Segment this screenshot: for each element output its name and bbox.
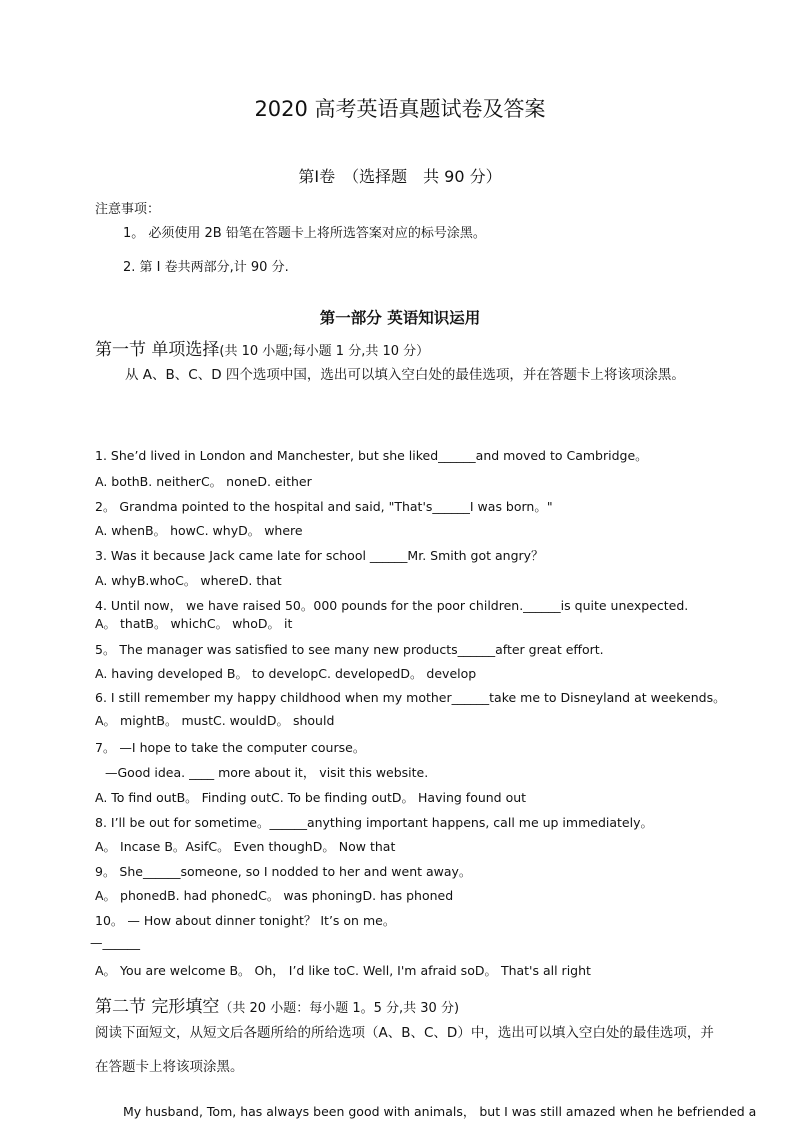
options-2: A. whenB。 howC. whyD。 where <box>95 523 303 538</box>
section2-scoring: （共 20 小题：每小题 1。5 分,共 30 分) <box>219 1001 460 1016</box>
question-2: 2。 Grandma pointed to the hospital and said, "That's______I was born。" <box>95 499 553 514</box>
note-item-1: 1。 必须使用 2B 铅笔在答题卡上将所选答案对应的标号涂黑。 <box>123 226 486 241</box>
options-1: A. bothB. neitherC。 noneD. either <box>95 474 312 489</box>
options-5: A. having developed B。 to developC. developedD。 develop <box>95 666 477 681</box>
section2-heading <box>95 992 459 1017</box>
question-9: 9。 She______someone, so I nodded to her and went away。 <box>95 864 472 879</box>
part1-heading: 第一部分 英语知识运用 <box>319 309 481 327</box>
question-8: 8. I’ll be out for sometime。______anything important happens, call me up immediately。 <box>95 815 653 830</box>
question-7: 7。 —I hope to take the computer course。 <box>95 740 366 755</box>
section1-scoring: (共 10 小题;每小题 1 分,共 10 分） <box>219 344 430 359</box>
question-10: 10。 — How about dinner tonight？ It’s on me。 <box>95 913 396 928</box>
question-10-reply: —______ <box>90 935 140 950</box>
section1-instruction: 从 A、B、C、D 四个选项中国，选出可以填入空白处的最佳选项，并在答题卡上将该项涂黑。 <box>125 367 685 383</box>
question-6: 6. I still remember my happy childhood when my mother______take me to Disneyland at weekends。 <box>95 690 726 705</box>
options-8: A。 Incase B。AsifC。 Even thoughD。 Now that <box>95 839 396 854</box>
question-3: 3. Was it because Jack came late for school ______Mr. Smith got angry？ <box>95 548 544 563</box>
section1-title: 第一节 单项选择 <box>95 340 220 360</box>
options-3: A. whyB.whoC。 whereD. that <box>95 573 282 588</box>
note-item-2: 2. 第 I 卷共两部分,计 90 分. <box>123 260 289 275</box>
question-7-reply: —Good idea. ____ more about it， visit this website. <box>105 765 429 780</box>
question-5: 5。 The manager was satisfied to see many new products______after great effort. <box>95 642 604 657</box>
notes-label: 注意事项： <box>95 202 161 217</box>
section1-heading <box>95 335 429 360</box>
options-7: A. To find outB。 Finding outC. To be finding outD。 Having found out <box>95 790 527 805</box>
question-1: 1. She’d lived in London and Manchester, but she liked______and moved to Cambridge。 <box>95 448 648 463</box>
document-title: 2020 高考英语真题试卷及答案 <box>254 97 546 121</box>
options-10: A。 You are welcome B。 Oh， I’d like toC. Well, I'm afraid soD。 That's all right <box>95 963 591 978</box>
options-6: A。 mightB。 mustC. wouldD。 should <box>95 713 335 728</box>
passage-first-line: My husband, Tom, has always been good with animals， but I was still amazed when he befriended a <box>123 1104 757 1119</box>
options-9: A。 phonedB. had phonedC。 was phoningD. has phoned <box>95 888 454 903</box>
question-4: 4. Until now， we have raised 50。000 pounds for the poor children.______is quite unexpected. <box>95 598 689 613</box>
options-4: A。 thatB。 whichC。 whoD。 it <box>95 616 293 631</box>
volume-heading: 第I卷 （选择题 共 90 分） <box>298 167 502 186</box>
section2-instruction: 阅读下面短文，从短文后各题所给的所给选项（A、B、C、D）中，选出可以填入空白处的最佳选项，并在答题卡上将该项涂黑。 <box>95 1025 714 1075</box>
section2-title: 第二节 完形填空 <box>95 997 220 1017</box>
